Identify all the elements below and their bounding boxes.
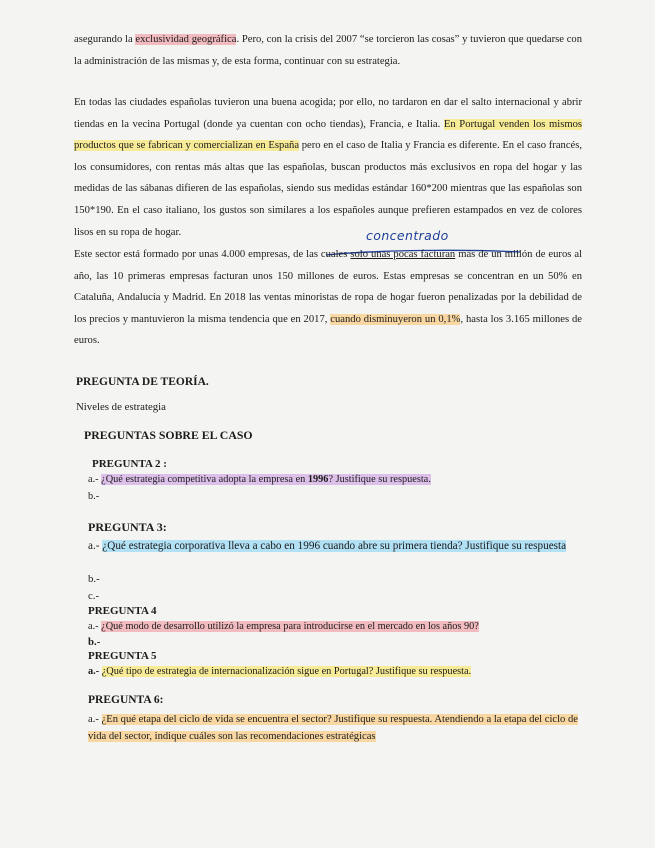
text-run: ? Justifique su respuesta.: [328, 474, 431, 485]
text-run: pero en el caso de Italia y Francia es diferente. En el caso francés, los consumidores, con rentas más altas que las españolas, buscan productos más exclusivos en ropa del hogar y las medidas de las sábanas difieren de las españolas, siendo sus medidas estándar 160*200 mientras que las españolas son 150*190. En el caso italiano, los gustos son similares a los españoles aunque prefieren estampados en vez de colores lisos en su ropa de hogar.: [74, 140, 582, 238]
item-prefix: a.-: [88, 474, 102, 485]
paragraph-sector: [74, 244, 582, 352]
text-run: En todas las ciudades españolas tuvieron una buena acogida; por ello, no tardaron en dar el salto internacional y abrir tiendas en la vecina Portugal (donde ya cuentan con ocho tiendas), Francia, e Italia.: [74, 97, 582, 130]
highlight-q6a: ¿En qué etapa del ciclo de vida se encuentra el sector? Justifique su respuesta. Atendiendo a la etapa del ciclo de vida del sector, indique cuáles son las recomendaciones estratégicas: [88, 714, 578, 742]
paragraph-internacional: [74, 92, 582, 243]
question-3-a: [88, 538, 578, 555]
text-run: , hasta los 3.165 millones de euros.: [74, 313, 583, 347]
theory-item: Niveles de estrategia: [76, 401, 166, 413]
question-4-title: PREGUNTA 4: [88, 605, 157, 617]
theory-heading: PREGUNTA DE TEORÍA.: [76, 376, 209, 388]
highlight-exclusividad: exclusividad geográfica: [135, 34, 237, 45]
question-4-a: [88, 621, 479, 632]
item-prefix: a.-: [88, 621, 102, 632]
underlined-pocas-facturan: solo unas pocas facturan: [350, 249, 456, 260]
item-prefix: a.-: [88, 714, 102, 725]
question-6-title: PREGUNTA 6:: [88, 694, 164, 706]
question-5-title: PREGUNTA 5: [88, 650, 157, 662]
highlight-portugal: En Portugal venden los mismos productos que se fabrican y comercializan en España: [74, 118, 582, 152]
question-3-c: c.-: [88, 590, 100, 602]
question-2-a: [88, 474, 431, 485]
question-4-b: b.-: [88, 636, 101, 648]
highlight-q5a: ¿Qué tipo de estrategia de internacionalización sigue en Portugal? Justifique su respuesta.: [101, 666, 472, 677]
item-prefix: a.-: [88, 540, 103, 552]
paragraph-exclusividad: [74, 29, 582, 72]
text-run: asegurando la: [74, 34, 136, 45]
question-5-a: [88, 666, 471, 677]
text-run: Este sector está formado por unas 4.000 empresas, de las cuales: [74, 249, 351, 260]
question-3-b: b.-: [88, 573, 100, 585]
highlight-q4a: ¿Qué modo de desarrollo utilizó la empresa para introducirse en el mercado en los años 90?: [101, 621, 479, 632]
case-heading: PREGUNTAS SOBRE EL CASO: [84, 428, 253, 442]
text-run: más de un millón de euros al año, las 10 primeras empresas facturan unos 150 millones de euros. Estas empresas se concentran en un 50% en Cataluña, Andalucía y Madrid. En 2018 las ventas minoristas de ropa de hogar fueron penalizadas por la debilidad de los precios y mantuvieron la misma tendencia que en 2017,: [74, 249, 583, 325]
highlight-q2a: [101, 474, 431, 485]
text-run: ¿Qué estrategia competitiva adopta la empresa en: [101, 474, 308, 485]
question-2-b: b.-: [88, 491, 100, 502]
highlight-disminuyeron: cuando disminuyeron un 0,1%: [330, 313, 461, 325]
text-run: . Pero, con la crisis del 2007 “se torcieron las cosas” y tuvieron que quedarse con la administración de las mismas y, de esta forma, continuar con su estrategia.: [74, 34, 583, 67]
question-3-title: PREGUNTA 3:: [88, 520, 167, 534]
highlight-q3a: ¿Qué estrategia corporativa lleva a cabo en 1996 cuando abre su primera tienda? Justifique su respuesta: [102, 540, 567, 552]
handwritten-annotation: concentrado: [366, 228, 449, 243]
question-6-a: [88, 711, 578, 745]
question-2-title: PREGUNTA 2 :: [92, 458, 167, 470]
item-prefix: a.-: [88, 666, 102, 677]
year-bold: 1996: [307, 474, 329, 485]
